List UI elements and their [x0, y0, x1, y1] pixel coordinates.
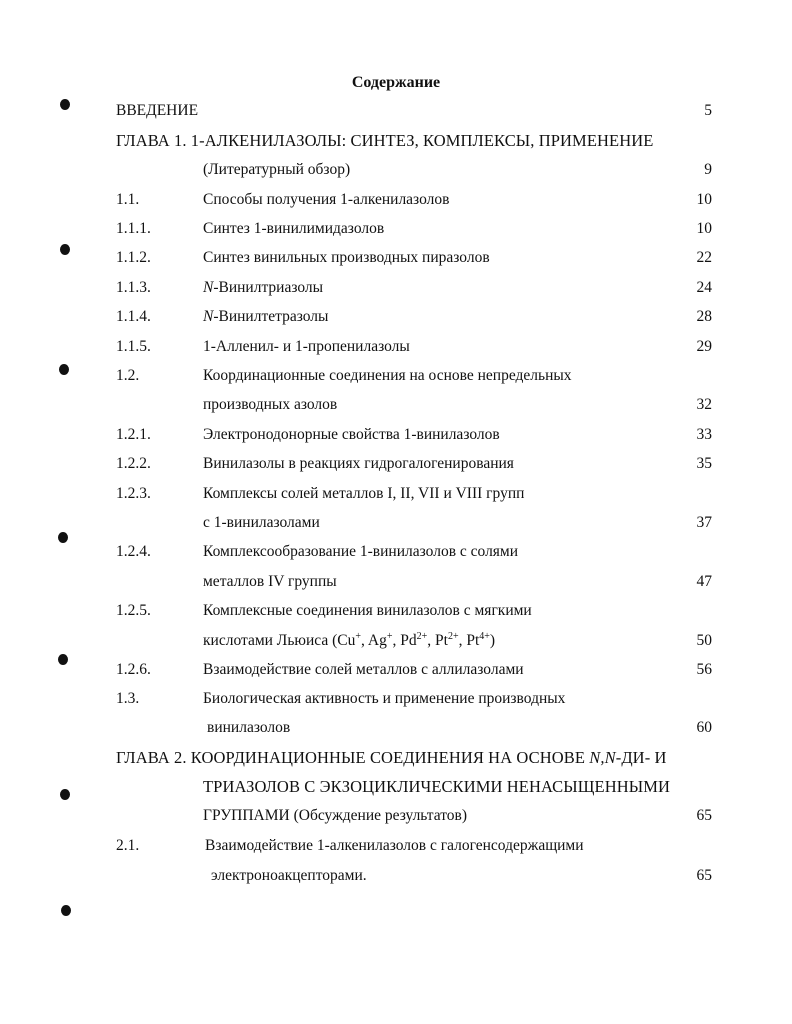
page-number: 10 [696, 191, 712, 208]
punch-hole-mark [60, 244, 70, 255]
page-number: 22 [696, 249, 712, 266]
page-number: 33 [696, 426, 712, 443]
page-number: 28 [696, 308, 712, 325]
toc-entry-continuation: ГРУППАМИ (Обсуждение результатов) [203, 807, 468, 824]
section-number: 1.2.5. [116, 602, 151, 619]
page-number: 65 [696, 867, 712, 884]
toc-entry-continuation: (Литературный обзор) [203, 161, 351, 178]
page-number: 32 [696, 396, 712, 413]
toc-entry: N-Винилтетразолы [203, 308, 329, 325]
punch-hole-mark [58, 532, 68, 543]
toc-entry-continuation: производных азолов [203, 396, 338, 413]
toc-entry-continuation: винилазолов [207, 719, 291, 736]
section-number: 1.1.4. [116, 308, 151, 325]
toc-chapter-2: ГЛАВА 2. КООРДИНАЦИОННЫЕ СОЕДИНЕНИЯ НА ОСНОВЕ N,N-ДИ- И [116, 748, 667, 767]
toc-entry: Комплексные соединения винилазолов с мягкими [203, 602, 532, 619]
toc-entry-continuation: с 1-винилазолами [203, 514, 320, 531]
page-number: 29 [696, 338, 712, 355]
toc-entry-continuation: ТРИАЗОЛОВ С ЭКЗОЦИКЛИЧЕСКИМИ НЕНАСЫЩЕННЫМИ [203, 777, 670, 796]
toc-entry: Комплексообразование 1-винилазолов с солями [203, 543, 519, 560]
section-number: 1.1.2. [116, 249, 151, 266]
page-number: 35 [696, 455, 712, 472]
toc-entry: Способы получения 1-алкенилазолов [203, 191, 450, 208]
punch-hole-mark [60, 789, 70, 800]
toc-chapter-1: ГЛАВА 1. 1-АЛКЕНИЛАЗОЛЫ: СИНТЕЗ, КОМПЛЕКСЫ, ПРИМЕНЕНИЕ [116, 131, 654, 150]
toc-entry-intro: ВВЕДЕНИЕ [116, 102, 199, 119]
page-number: 65 [696, 807, 712, 824]
toc-entry: Синтез 1-винилимидазолов [203, 220, 385, 237]
section-number: 1.2.4. [116, 543, 151, 560]
section-number: 1.1.1. [116, 220, 151, 237]
toc-entry: Электронодонорные свойства 1-винилазолов [203, 426, 500, 443]
page-number: 60 [696, 719, 712, 736]
section-number: 1.2.6. [116, 661, 151, 678]
page-number: 10 [696, 220, 712, 237]
section-number: 2.1. [116, 837, 140, 854]
toc-entry-continuation: металлов IV группы [203, 573, 337, 590]
section-number: 1.2. [116, 367, 140, 384]
section-number: 1.3. [116, 690, 140, 707]
toc-entry: Комплексы солей металлов I, II, VII и VIII групп [203, 485, 525, 502]
toc-entry-continuation: электроноакцепторами. [211, 867, 367, 884]
page-number: 50 [696, 632, 712, 649]
toc-entry: Биологическая активность и применение производных [203, 690, 566, 707]
punch-hole-mark [58, 654, 68, 665]
toc-entry: Синтез винильных производных пиразолов [203, 249, 490, 266]
page-number: 5 [704, 102, 712, 119]
section-number: 1.1. [116, 191, 140, 208]
section-number: 1.1.5. [116, 338, 151, 355]
page-number: 47 [696, 573, 712, 590]
section-number: 1.2.2. [116, 455, 151, 472]
page-number: 56 [696, 661, 712, 678]
toc-entry: 1-Алленил- и 1-пропенилазолы [203, 338, 410, 355]
toc-entry: Координационные соединения на основе непредельных [203, 367, 572, 384]
page-number: 37 [696, 514, 712, 531]
section-number: 1.2.1. [116, 426, 151, 443]
page-title: Содержание [351, 74, 441, 91]
page-number: 9 [704, 161, 712, 178]
punch-hole-mark [61, 905, 71, 916]
toc-entry: Винилазолы в реакциях гидрогалогенирования [203, 455, 514, 472]
punch-hole-mark [60, 99, 70, 110]
toc-entry-continuation: кислотами Льюиса (Cu+, Ag+, $Pd^{2+}$, $Pt^{2+}$, $Pt^{4+}$) [203, 630, 496, 649]
page-number: 24 [696, 279, 712, 296]
toc-entry: Взаимодействие солей металлов с аллилазолами [203, 661, 524, 678]
punch-hole-mark [59, 364, 69, 375]
toc-entry: Взаимодействие 1-алкенилазолов с галогенсодержащими [205, 837, 584, 854]
section-number: 1.2.3. [116, 485, 151, 502]
toc-entry: N-Винилтриазолы [203, 279, 324, 296]
section-number: 1.1.3. [116, 279, 151, 296]
